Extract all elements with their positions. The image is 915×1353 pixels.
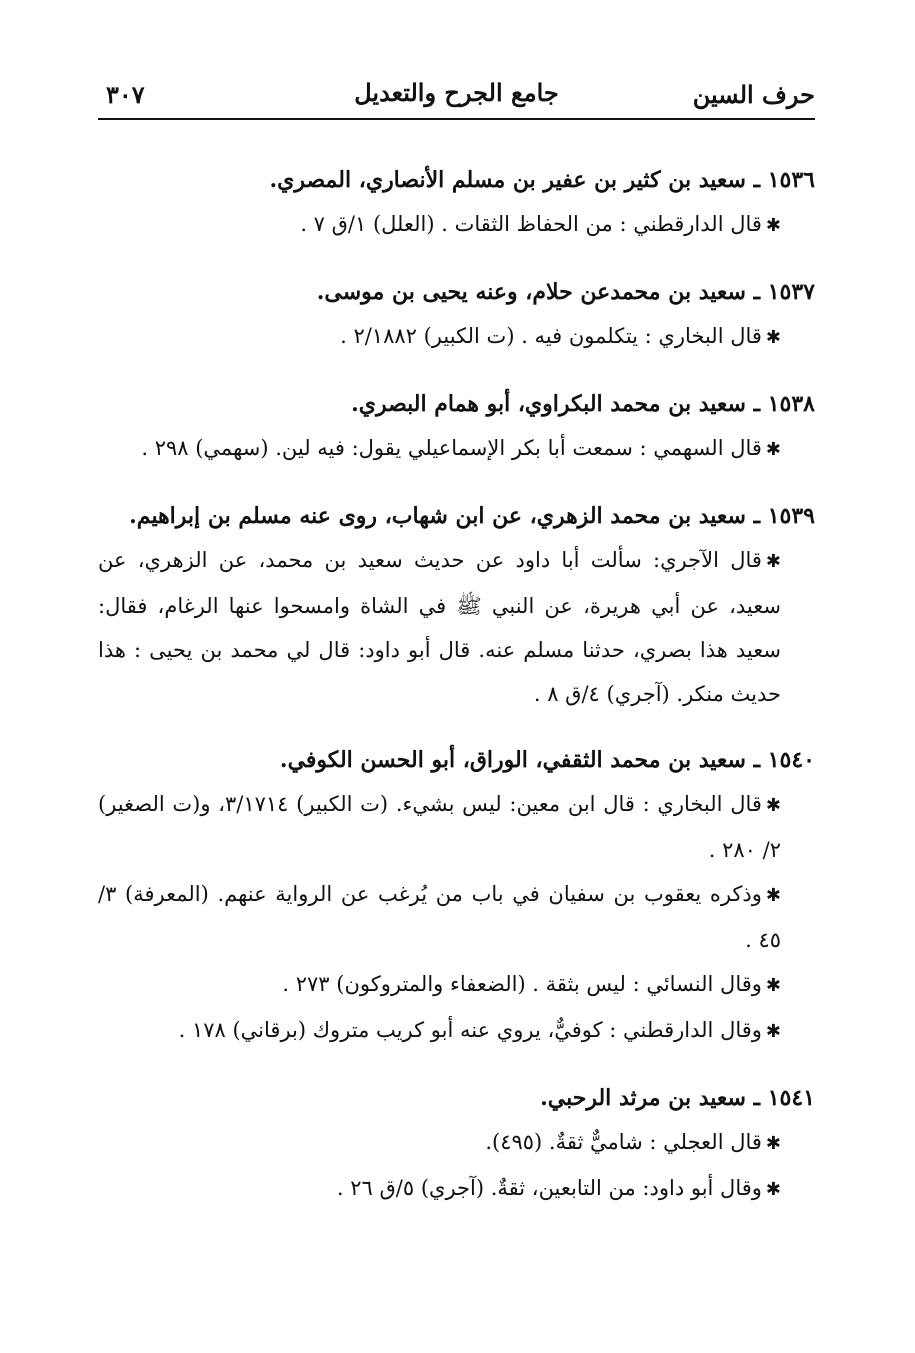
- entry-heading: ١٥٤٠ ـ سعيد بن محمد الثقفي، الوراق، أبو الحسن الكوفي.: [279, 747, 815, 773]
- asterisk-icon: ✱: [765, 1179, 781, 1200]
- entry-1541: [98, 1076, 815, 1212]
- book-title: جامع الجرح والتعديل: [354, 78, 559, 107]
- quote-item: [98, 314, 815, 360]
- quote-item: [98, 202, 815, 248]
- entry-1539: [98, 494, 815, 716]
- entries-list: [98, 158, 815, 1212]
- asterisk-icon: ✱: [765, 215, 781, 236]
- quote-text: قال البخاري : قال ابن معين: ليس بشيء. (ت الكبير) ٣/١٧١٤، و(ت الصغير) ٢/ ٢٨٠ .: [98, 792, 781, 862]
- quote-text: قال الدارقطني : من الحفاظ الثقات . (العلل) ١/ق ٧ .: [300, 212, 762, 236]
- quote-item: [98, 538, 815, 716]
- quote-item: [98, 1008, 815, 1054]
- book-page: [98, 60, 815, 1353]
- asterisk-icon: ✱: [765, 795, 781, 816]
- quote-text: وقال أبو داود: من التابعين، ثقةٌ. (آجري) ٥/ق ٢٦ .: [336, 1176, 762, 1200]
- entry-1538: [98, 382, 815, 472]
- entry-heading: ١٥٣٦ ـ سعيد بن كثير بن عفير بن مسلم الأنصاري، المصري.: [269, 167, 815, 193]
- quote-text: وقال الدارقطني : كوفيٌّ، يروي عنه أبو كريب متروك (برقاني) ١٧٨ .: [178, 1018, 762, 1042]
- running-header: [98, 60, 815, 120]
- quote-item: [98, 872, 815, 962]
- entry-heading: ١٥٣٨ ـ سعيد بن محمد البكراوي، أبو همام البصري.: [351, 391, 815, 417]
- quote-item: [98, 962, 815, 1008]
- entry-1540: [98, 738, 815, 1054]
- asterisk-icon: ✱: [765, 885, 781, 906]
- entry-heading: ١٥٣٧ ـ سعيد بن محمدعن حلام، وعنه يحيى بن موسى.: [316, 279, 815, 305]
- page-number: ٣٠٧: [106, 80, 145, 109]
- quote-text: قال الآجري: سألت أبا داود عن حديث سعيد بن محمد، عن الزهري، عن سعيد، عن أبي هريرة، عن النبي ﷺ في الشاة وامسحوا عنها الرغام، فقال: سعيد هذا بصري، حدثنا مسلم عنه. قال أبو داود: قال لي محمد بن يحيى : هذا حديث منكر. (آجري) ٤/ق ٨ .: [98, 548, 781, 706]
- entry-1536: [98, 158, 815, 248]
- asterisk-icon: ✱: [765, 327, 781, 348]
- quote-item: [98, 1166, 815, 1212]
- quote-text: وذكره يعقوب بن سفيان في باب من يُرغب عن الرواية عنهم. (المعرفة) ٣/ ٤٥ .: [98, 882, 781, 952]
- asterisk-icon: ✱: [765, 975, 781, 996]
- quote-text: قال البخاري : يتكلمون فيه . (ت الكبير) ٢/١٨٨٢ .: [340, 324, 762, 348]
- asterisk-icon: ✱: [765, 439, 781, 460]
- asterisk-icon: ✱: [765, 551, 781, 572]
- entry-1537: [98, 270, 815, 360]
- asterisk-icon: ✱: [765, 1021, 781, 1042]
- entry-heading: ١٥٣٩ ـ سعيد بن محمد الزهري، عن ابن شهاب، روى عنه مسلم بن إبراهيم.: [129, 503, 815, 529]
- quote-item: [98, 426, 815, 472]
- quote-item: [98, 782, 815, 872]
- asterisk-icon: ✱: [765, 1133, 781, 1154]
- quote-item: [98, 1120, 815, 1166]
- quote-text: وقال النسائي : ليس بثقة . (الضعفاء والمتروكون) ٢٧٣ .: [282, 972, 762, 996]
- quote-text: قال السهمي : سمعت أبا بكر الإسماعيلي يقول: فيه لين. (سهمي) ٢٩٨ .: [141, 436, 762, 460]
- section-title: حرف السين: [692, 80, 815, 109]
- entry-heading: ١٥٤١ ـ سعيد بن مرثد الرحبي.: [540, 1085, 815, 1111]
- quote-text: قال العجلي : شاميٌّ ثقةٌ. (٤٩٥).: [485, 1130, 762, 1154]
